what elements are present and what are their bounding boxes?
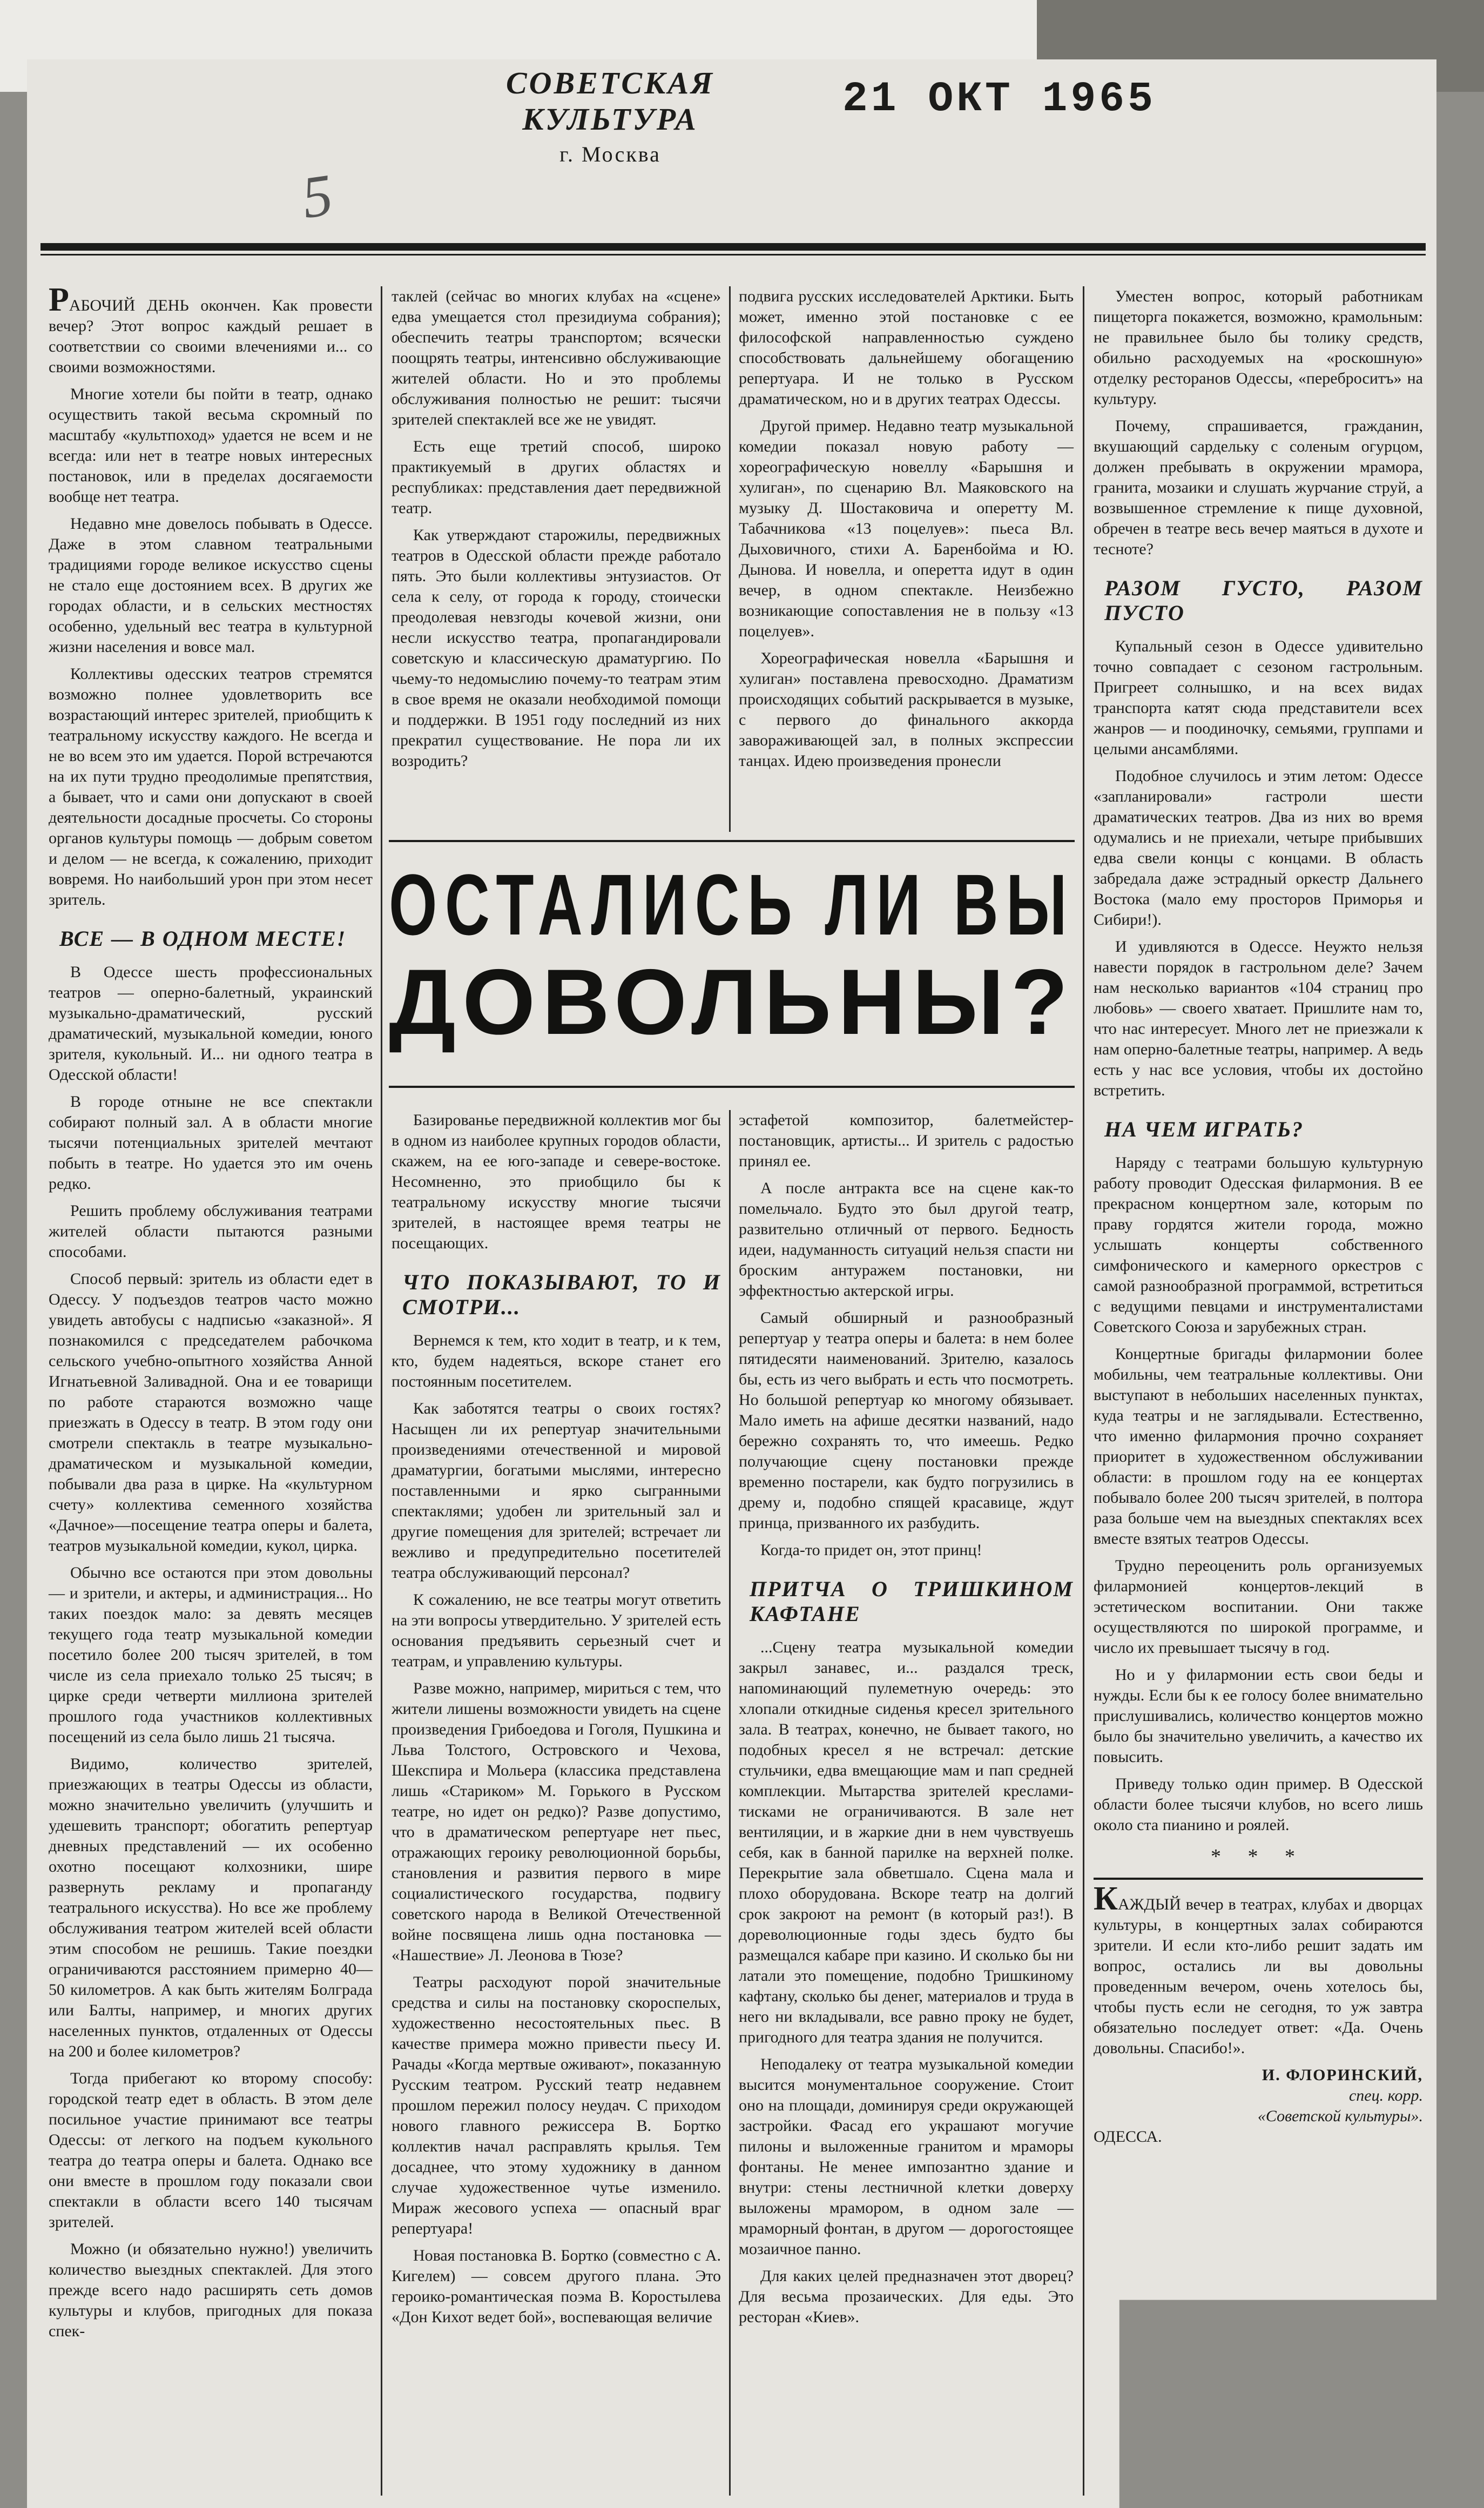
author-role: спец. корр.: [1348, 2087, 1423, 2104]
closing-box: [1094, 1878, 1423, 2147]
dateline: ОДЕССА.: [1094, 2128, 1162, 2146]
paragraph: Способ первый: зритель из области едет в Одессу. У подъездов театров часто можно увидеть автобусы с надписью «заказной». Я познакомился с председателем рабочкома сельского учебно-опытного хозяйства Анной Игнатьевной Заливадной. Она и ее товарищи по работе стараются возможно чаще приезжать в Одессу в театр. В этом году они смотрели спектакль в театре музыкально-драматическом и музыкальной комедии, побывали два раза в цирке. На «культурном счету» коллектива семенного хозяйства «Дачное»—посещение театра оперы и балета, театров музыкальной комедии, кукол, цирка.: [49, 1270, 373, 1555]
paragraph: Недавно мне довелось побывать в Одессе. Даже в этом славном театральными традициями городе великое искусство сцены не стало еще достоянием всех. В других же городах области, и в сельских местностях особенно, удельный вес театра в культурной жизни населения и вовсе мал.: [49, 515, 373, 656]
paragraph: Другой пример. Недавно театр музыкальной комедии показал новую работу — хореографическую новеллу «Барышня и хулиган», по сценарию Вл. Маяковского на музыку Д. Шостаковича и оперетту М. Табачникова «13 поцелуев»: пьеса Вл. Дыховичного, стихи А. Баренбойма и Ю. Дынова. И новелла, и оперетта идут в один вечер, в одном спектакле. Неизбежно возникающие сопоставления не в пользу «13 поцелуев».: [739, 417, 1074, 640]
paragraph: Можно (и обязательно нужно!) увеличить количество выездных спектаклей. Для этого прежде всего надо расширять сеть домов культуры и клубов, пригодных для показа спек-: [49, 2240, 373, 2340]
paragraph: Театры расходуют порой значительные средства и силы на постановку скороспелых, художественно несостоятельных пьес. В качестве примера можно привести пьесу И. Рачады «Когда мертвые оживают», показанную Русским театром. Русский театр недавнем прошлом пережил полосу неудач. С приходом нового главного режиссера В. Бортко коллектив начал расправлять крылья. Тем досаднее, что этому художнику в данном случае художественное чутье изменило. Мираж жесового успеха — опасный враг репертуара!: [392, 1973, 721, 2237]
newspaper-name: СОВЕТСКАЯ КУЛЬТУРА: [505, 65, 715, 137]
headline-line-1: ОСТАЛИСЬ ЛИ ВЫ: [389, 856, 1075, 953]
paragraph: подвига русских исследователей Арктики. Быть может, именно этой постановке с ее философской направленностью суждено способствовать дальнейшему обогащению репертуара. И не только в Русском драматическом, но и в других театрах Одессы.: [739, 287, 1074, 408]
paragraph: Но и у филармонии есть свои беды и нужды. Если бы к ее голосу более внимательно прислушивались, количество концертов можно было бы значительно увеличить, а качество их повысить.: [1094, 1666, 1423, 1766]
column-3-bottom: [739, 1110, 1074, 2334]
section-separator: * * *: [1211, 1845, 1306, 1868]
paragraph: Новая постановка В. Бортко (совместно с А. Кигелем) — совсем другого плана. Это героико-романтическая поэма В. Коростылева «Дон Кихот ведет бой», воспевающая величие: [392, 2247, 721, 2326]
subheading: НА ЧЕМ ИГРАТЬ?: [1104, 1117, 1304, 1141]
paragraph: Самый обширный и разнообразный репертуар у театра оперы и балета: в нем более пятидесяти наименований. Зрителю, казалось бы, есть из чего выбрать и есть что посмотреть. Но большой репертуар ко многому обязывает. Мало иметь на афише десятки названий, надо бережно сохранять то, что имеешь. Редко получающие сцену постановки прежде временно постарели, как будто погрузились в дрему и, подобно спящей красавице, ждут принца, призванного их разбудить.: [739, 1309, 1074, 1532]
paragraph: Для каких целей предназначен этот дворец? Для весьма прозаических. Для еды. Это ресторан «Киев».: [739, 2267, 1074, 2326]
paragraph: К сожалению, не все театры могут ответить на эти вопросы утвердительно. У зрителей есть основания предъявить серьезный счет и театрам, и управлению культуры.: [392, 1591, 721, 1670]
column-divider: [381, 286, 382, 2496]
headline-rule-bottom: [389, 1086, 1075, 1088]
paragraph: Разве можно, например, мириться с тем, что жители лишены возможности увидеть на сцене произведения Грибоедова и Гоголя, Пушкина и Льва Толстого, Островского и Чехова, Шекспира и Мольера (классика представлена лишь «Стариком» М. Горького в Русском театре, но идет он редко)? Разве допустимо, что в драматическом репертуаре нет пьес, отражающих героику революционной борьбы, становления и развития первого в мире социалистического государства, подвигу советского народа в Великой Отечественной войне посвящена лишь одна постановка — «Нашествие» Л. Леонова в Тюзе?: [392, 1679, 721, 1964]
paragraph: Обычно все остаются при этом довольны — и зрители, и актеры, и администрация... Но таких поездок мало: за девять месяцев текущего года театр музыкальной комедии посетило более 200 тысяч зрителей, в том числе из села приехало только 25 тысяч; в цирке среди четверти миллиона зрителей прошлого года участников коллективных посещений из села было лишь 21 тысяча.: [49, 1564, 373, 1746]
headline-rule-top: [389, 840, 1075, 842]
column-2-bottom: [392, 1110, 721, 2334]
paragraph: Хореографическая новелла «Барышня и хулиган» поставлена превосходно. Драматизм происходящих событий раскрывается в музыке, с первого до финального аккорда завораживающей зал, в полных экспрессии танцах. Идею произведения пронесли: [739, 649, 1074, 770]
paragraph: эстафетой композитор, балетмейстер-постановщик, артисты... И зритель с радостью принял ее.: [739, 1111, 1074, 1170]
newspaper-city: г. Москва: [559, 142, 661, 166]
paragraph: В Одессе шесть профессиональных театров — оперно-балетный, украинский музыкально-драматический, русский драматический, музыкальной комедии, юного зрителя, кукольный. И... ни одного театра в Одесской области!: [49, 963, 373, 1084]
subheading: РАЗОМ ГУСТО, РАЗОМ ПУСТО: [1104, 576, 1423, 625]
paragraph: Видимо, количество зрителей, приезжающих в театры Одессы из области, можно значительно увеличить (улучшить и удешевить транспорт; обогатить репертуар дневных представлений — их особенно охотно посещают колхозники, шире развернуть рекламу и пропаганду театрального искусства). Но все же проблему обслуживания театром жителей всей области этим способом не решишь. Такие поездки ограничиваются расстоянием примерно 40—50 километров. А как быть жителям Болграда или Балты, например, и многих других населенных пунктов, отдаленных от Одессы на 200 и более километров?: [49, 1755, 373, 2060]
headline-line-2: ДОВОЛЬНЫ?: [389, 950, 1075, 1054]
paragraph: Наряду с театрами большую культурную работу проводит Одесская филармония. В ее прекрасном концертном зале, которым по праву гордятся жители города, можно услышать концерты собственного симфонического и камерного оркестров с самой разнообразной программой, встретиться с ведущими певцами и инструменталистами Советского Союза и зарубежных стран.: [1094, 1154, 1423, 1336]
pencil-mark: 5: [298, 161, 337, 231]
paragraph: В городе отныне не все спектакли собирают полный зал. А в области многие тысячи потенциальных зрителей мечтают побыть в театре. Но удается это им очень редко.: [49, 1093, 373, 1193]
paragraph: Уместен вопрос, который работникам пищеторга покажется, возможно, крамольным: не правильнее было бы толику средств, обильно расходуемых на «роскошную» отделку ресторанов Одессы, «переброситъ» на культуру.: [1094, 287, 1423, 408]
paragraph: Приведу только один пример. В Одесской области более тысячи клубов, но всего лишь около ста пианино и роялей.: [1094, 1775, 1423, 1834]
paragraph: ...Сцену театра музыкальной комедии закрыл занавес, и... раздался треск, напоминающий пулеметную очередь: это хлопали откидные сиденья кресел зрительного зала. В театрах, конечно, не бывает такого, но подобных кресел я не встречал: детские стульчики, едва вмещающие мам и пап средней комплекции. Мытарства зрителей креслами-тисками не ограничиваются. В зале нет вентиляции, и в жаркие дни в нем чувствуешь себя, как в банной парилке на верхней полке. Перекрытие зала обветшало. Сцена мала и плохо оборудована. Вскоре театр на долгий срок закроют на ремонт (в который раз!). В дореволюционные годы здесь будто бы размещался кабаре при казино. И сколько бы ни латали это помещение, подобно Тришкиному кафтану, сколько бы денег, материалов и труда в него ни вкладывали, все равно проку не будет, пригодного для театра здания не получится.: [739, 1638, 1074, 2046]
date-stamp: 21 ОКТ 1965: [842, 76, 1156, 123]
paragraph: Подобное случилось и этим летом: Одессе «запланировали» гастроли шести драматических театров. Два из них во время одумались и не приехали, четыре прибывших едва свели концы с концами. В область забредала даже эстрадный оркестр Дальнего Востока (мало ему просторов Приморья и Сибири!).: [1094, 767, 1423, 929]
paragraph: И удивляются в Одессе. Неужто нельзя навести порядок в гастрольном деле? Зачем нам несколько вариантов «104 страниц про любовь» — своего хватает. Пришлите нам то, что нас интересует. Много лет не приезжали к нам оперно-балетные театры, например. А ведь есть у нас все условия, чтобы их достойно встретить.: [1094, 938, 1423, 1099]
drop-cap: К: [1094, 1880, 1118, 1917]
paragraph: Трудно переоценить роль организуемых филармонией концертов-лекций в эстетическом воспитании. Они также осуществляются по широкой программе, и число их превышает тысячу в год.: [1094, 1557, 1423, 1657]
column-3-top: [739, 286, 1074, 778]
subheading: ПРИТЧА О ТРИШКИНОМ КАФТАНЕ: [750, 1577, 1074, 1626]
paragraph: Как утверждают старожилы, передвижных театров в Одесской области прежде работало пять. Это были коллективы энтузиастов. От села к селу, от города к городу, стоически преодолевая невзгоды кочевой жизни, они несли искусство театра, пропагандировали советскую и классическую драматургию. По чьему-то недомыслию почему-то театрам этим в свое время не оказали необходимой помощи и поддержки. В 1951 году последний из них прекратил существование. Не пора ли их возродить?: [392, 526, 721, 770]
paragraph: Концертные бригады филармонии более мобильны, чем театральные коллективы. Они выступают в небольших населенных пунктах, куда театры и не заглядывали. Естественно, что именно филармония прочно сохраняет приоритет в художественном обслуживании области: в прошлом году на ее концертах побывало более 200 тысяч зрителей, в полтора раза больше чем на выездных спектаклях всех вместе взятых театров Одессы.: [1094, 1345, 1423, 1548]
paragraph: Почему, спрашивается, гражданин, вкушающий сардельку с соленым огурцом, должен пребывать в окружении мрамора, гранита, мозаики и слушать журчание струй, а возвышенное стремление к пище духовной, обречен в театре весь вечер маяться в духоте и тесноте?: [1094, 417, 1423, 558]
paragraph: Неподалеку от театра музыкальной комедии высится монументальное сооружение. Стоит оно на площади, доминируя среди окружающей застройки. Фасад его украшают могучие пилоны и выложенные гранитом и мраморы фонтаны. Не менее импозантно здание и внутри: стены лестничной клетки доверху выложены мрамором, в одном зале — мраморный фонтан, в другом — дорогостоящее мозаичное панно.: [739, 2055, 1074, 2258]
drop-cap: Р: [49, 281, 69, 318]
author-publication: «Советской культуры».: [1257, 2107, 1423, 2125]
paragraph: А после антракта все на сцене как-то помельчало. Будто это был другой театр, развительно отличный от первого. Бедность идеи, надуманность ситуаций нельзя спасти ни броским антуражем постановки, ни эффектностью актерской игры.: [739, 1179, 1074, 1300]
paragraph: Многие хотели бы пойти в театр, однако осуществить такой весьма скромный по масштабу «культпоход» удается не всем и не всегда: или нет в театре новых интересных постановок, или в пределах досягаемости вообще нет театра.: [49, 385, 373, 506]
column-1: [49, 281, 373, 2348]
subheading: ВСЕ — В ОДНОМ МЕСТЕ!: [59, 926, 347, 951]
paragraph: Как заботятся театры о своих гостях? Насыщен ли их репертуар значительными произведениями отечественной и мировой драматургии, богатыми мыслями, интересно поставленными и ярко сыгранными спектаклями; удобен ли зрительный зал и другие помещения для зрителей; встречает ли вежливо и предупредительно посетителей театра обслуживающий персонал?: [392, 1400, 721, 1582]
paragraph: Решить проблему обслуживания театрами жителей области пытаются разными способами.: [49, 1202, 373, 1261]
headline: [389, 856, 1075, 1054]
paragraph: Когда-то придет он, этот принц!: [760, 1541, 982, 1559]
column-divider: [729, 1110, 731, 2496]
column-4: [1094, 286, 1423, 2147]
author-signature: И. ФЛОРИНСКИЙ,: [1262, 2066, 1423, 2084]
paragraph: Есть еще третий способ, широко практикуемый в других областях и республиках: представления дает передвижной театр.: [392, 438, 721, 517]
paragraph: Коллективы одесских театров стремятся возможно полнее удовлетворить все возрастающий интерес зрителей, приобщить к театральному искусству каждого. Не всегда и не во всем это им удается. Порой встречаются на их пути трудно преодолимые препятствия, а бывает, что и сами они допускают в своей деятельности досадные просчеты. Со стороны органов культуры помощь — добрым советом и делом — не всегда, к сожалению, приходит вовремя. Но наибольший урон при этом несет зритель.: [49, 665, 373, 909]
top-rule: [41, 243, 1426, 251]
paragraph: Купальный сезон в Одессе удивительно точно совпадает с сезоном гастрольным. Пригреет солнышко, и на всех видах транспорта катят сюда представители всех жанров — и поодиночку, семьями, группами и целыми ансамблями.: [1094, 637, 1423, 758]
top-rule-thin: [41, 254, 1426, 255]
paragraph: Тогда прибегают ко второму способу: городской театр едет в область. В этом деле посильное участие принимают все театры Одессы: от легкого на подъем кукольного театра до театра оперы и балета. Однако все они вместе в прошлом году показали свои спектакли в области всего 140 тысячам зрителей.: [49, 2069, 373, 2231]
paragraph: Базированье передвижной коллектив мог бы в одном из наиболее крупных городов области, скажем, на ее юго-западе и севере-востоке. Несомненно, это приобщило бы к театральному искусству многие тысячи зрителей, в настоящее время театры не посещающих.: [392, 1111, 721, 1252]
subheading: ЧТО ПОКАЗЫВАЮТ, ТО И СМОТРИ...: [402, 1270, 721, 1319]
masthead: [421, 65, 799, 167]
paragraph: КАЖДЫЙ вечер в театрах, клубах и дворцах культуры, в концертных залах собираются зрители. И если кто-либо решит задать им вопрос, остались ли вы довольны проведенным вечером, очень хотелось бы, чтобы пусть если не сегодня, то уж завтра обязательно последует ответ: «Да. Очень довольны. Спасибо!».: [1094, 1880, 1423, 2057]
column-divider: [729, 286, 731, 832]
paragraph: Вернемся к тем, кто ходит в театр, и к тем, кто, будем надеяться, вскоре станет его постоянным посетителем.: [392, 1332, 721, 1390]
column-2-top: [392, 286, 721, 778]
column-divider: [1083, 286, 1084, 2496]
paragraph: таклей (сейчас во многих клубах на «сцене» едва умещается стол президиума собрания); обеспечить театры транспортом; всячески поощрять театры, интенсивно обслуживающие жителей области. Но и это проблемы обслуживания полностью не решит: тысячи зрителей спектаклей все же не увидят.: [392, 287, 721, 428]
paragraph: РАБОЧИЙ ДЕНЬ окончен. Как провести вечер? Этот вопрос каждый решает в соответствии со своими влечениями и... со своими возможностями.: [49, 281, 373, 376]
